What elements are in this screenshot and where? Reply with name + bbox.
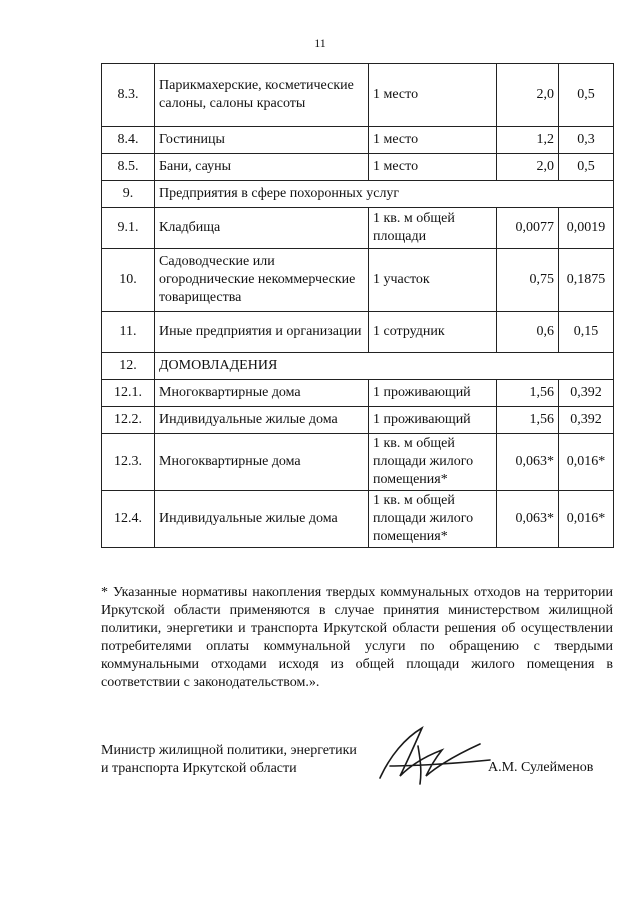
norm-value-mass: 1,2 [497, 127, 559, 154]
table-row [102, 491, 614, 548]
object-name: Гостиницы [155, 127, 369, 154]
table-row [102, 127, 614, 154]
table-row [102, 353, 614, 380]
norm-value-volume: 0,016* [559, 491, 614, 548]
row-number: 8.3. [102, 64, 155, 127]
norm-value-volume: 0,3 [559, 127, 614, 154]
row-number: 8.5. [102, 154, 155, 181]
table-row [102, 407, 614, 434]
signatory-title-line2: и транспорта Иркутской области [101, 761, 297, 776]
norm-value-mass: 2,0 [497, 154, 559, 181]
norm-value-mass: 1,56 [497, 407, 559, 434]
norm-value-volume: 0,15 [559, 312, 614, 353]
object-name: Садоводческие или огороднические некоммерческие товарищества [155, 249, 369, 312]
norm-value-mass: 0,75 [497, 249, 559, 312]
calc-unit: 1 место [369, 64, 497, 127]
norm-value-volume: 0,392 [559, 380, 614, 407]
table-row [102, 380, 614, 407]
row-number: 12. [102, 353, 155, 380]
object-name: Индивидуальные жилые дома [155, 491, 369, 548]
row-number: 12.2. [102, 407, 155, 434]
calc-unit: 1 место [369, 154, 497, 181]
table-row [102, 181, 614, 208]
calc-unit: 1 кв. м общей площади [369, 208, 497, 249]
page-number: 11 [314, 36, 326, 50]
calc-unit: 1 участок [369, 249, 497, 312]
signatory-title-line1: Министр жилищной политики, энергетики [101, 743, 357, 758]
table-row [102, 312, 614, 353]
row-number: 10. [102, 249, 155, 312]
row-number: 9.1. [102, 208, 155, 249]
signatory-name: А.М. Сулейменов [488, 760, 594, 775]
norm-value-volume: 0,016* [559, 434, 614, 491]
norm-value-volume: 0,5 [559, 64, 614, 127]
object-name: Кладбища [155, 208, 369, 249]
object-name: Многоквартирные дома [155, 380, 369, 407]
section-title: Предприятия в сфере похоронных услуг [155, 181, 614, 208]
object-name: Многоквартирные дома [155, 434, 369, 491]
norm-value-volume: 0,0019 [559, 208, 614, 249]
footnote: * Указанные нормативы накопления твердых коммунальных отходов на территории Иркутской области применяются в случае принятия министерством жилищной политики, энергетики и транспорта Иркутской области решения об осуществлении потребителями оплаты коммунальной услуги по обращению с твердыми коммунальными отходами исходя из общей площади жилого помещения в соответствии с законодательством.». [101, 585, 613, 690]
calc-unit: 1 кв. м общей площади жилого помещения* [369, 491, 497, 548]
row-number: 8.4. [102, 127, 155, 154]
row-number: 12.1. [102, 380, 155, 407]
calc-unit: 1 сотрудник [369, 312, 497, 353]
norm-value-mass: 2,0 [497, 64, 559, 127]
norm-value-mass: 0,6 [497, 312, 559, 353]
row-number: 9. [102, 181, 155, 208]
norm-value-volume: 0,392 [559, 407, 614, 434]
norm-value-mass: 0,0077 [497, 208, 559, 249]
row-number: 12.4. [102, 491, 155, 548]
calc-unit: 1 проживающий [369, 380, 497, 407]
section-title: ДОМОВЛАДЕНИЯ [155, 353, 614, 380]
object-name: Иные предприятия и организации [155, 312, 369, 353]
handwritten-signature [360, 716, 500, 796]
norm-value-mass: 0,063* [497, 491, 559, 548]
table-row [102, 64, 614, 127]
table-row [102, 434, 614, 491]
table-row [102, 249, 614, 312]
row-number: 11. [102, 312, 155, 353]
norm-value-mass: 1,56 [497, 380, 559, 407]
object-name: Бани, сауны [155, 154, 369, 181]
norm-value-mass: 0,063* [497, 434, 559, 491]
calc-unit: 1 место [369, 127, 497, 154]
norm-value-volume: 0,5 [559, 154, 614, 181]
table-row [102, 208, 614, 249]
calc-unit: 1 кв. м общей площади жилого помещения* [369, 434, 497, 491]
waste-norms-table [101, 63, 614, 548]
calc-unit: 1 проживающий [369, 407, 497, 434]
object-name: Парикмахерские, косметические салоны, салоны красоты [155, 64, 369, 127]
table-row [102, 154, 614, 181]
object-name: Индивидуальные жилые дома [155, 407, 369, 434]
row-number: 12.3. [102, 434, 155, 491]
norm-value-volume: 0,1875 [559, 249, 614, 312]
